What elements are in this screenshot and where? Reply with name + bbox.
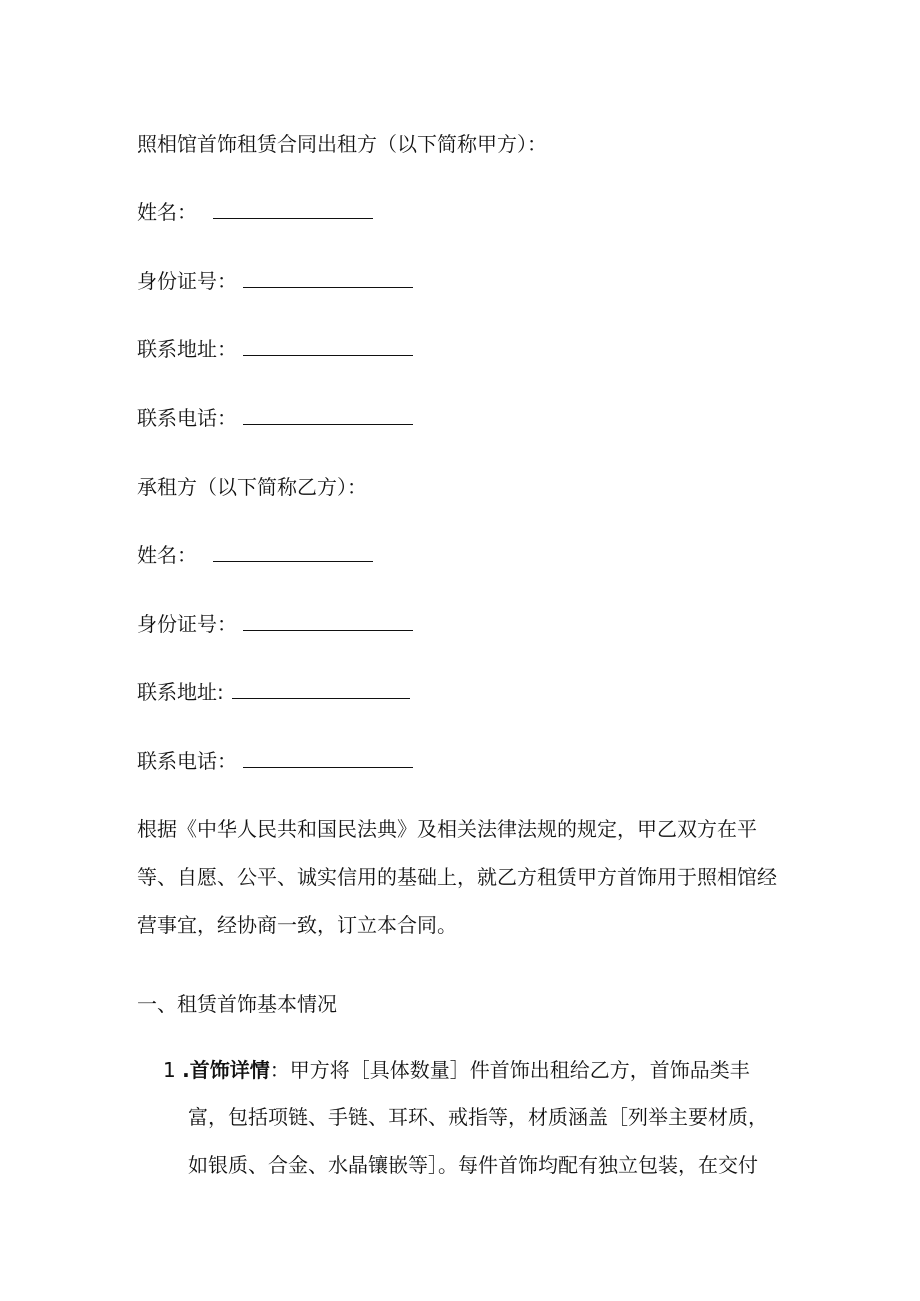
lessee-name-row: [137, 541, 373, 569]
lessor-id-label: 身份证号：: [137, 269, 237, 293]
section1-title: 一、租赁首饰基本情况: [137, 992, 337, 1016]
item1-number: 1: [163, 1058, 176, 1082]
lessee-name-label: 姓名：: [137, 543, 197, 567]
item1-line-1: 甲方将［具体数量］件首饰出租给乙方，首饰品类丰: [289, 1058, 750, 1082]
item1-colon: ：: [269, 1058, 290, 1082]
preamble-line-1: 根据《中华人民共和国民法典》及相关法律法规的规定，甲乙双方在平: [137, 817, 757, 841]
lessor-address-label: 联系地址：: [137, 337, 237, 361]
lessee-heading: 承租方（以下简称乙方）：: [137, 475, 367, 499]
lessor-address-row: [137, 335, 413, 363]
lessor-heading: 照相馆首饰租赁合同出租方（以下简称甲方）：: [137, 132, 547, 156]
lessor-phone-label: 联系电话：: [137, 406, 237, 430]
lessee-phone-row: [137, 747, 413, 775]
lessee-name-blank[interactable]: [213, 541, 373, 562]
item1-line-3: 如银质、合金、水晶镶嵌等］。每件首饰均配有独立包装，在交付: [188, 1153, 758, 1177]
lessor-address-blank[interactable]: [243, 335, 413, 356]
lessor-name-label: 姓名：: [137, 200, 197, 224]
lessee-phone-label: 联系电话：: [137, 749, 237, 773]
lessee-phone-blank[interactable]: [243, 747, 413, 768]
lessee-id-label: 身份证号：: [137, 612, 237, 636]
lessor-name-blank[interactable]: [213, 198, 373, 219]
preamble-line-2: 等、自愿、公平、诚实信用的基础上，就乙方租赁甲方首饰用于照相馆经: [137, 865, 777, 889]
lessee-id-row: [137, 610, 413, 638]
lessee-address-blank[interactable]: [232, 678, 410, 699]
lessor-phone-blank[interactable]: [243, 404, 413, 425]
item1-line-2: 富，包括项链、手链、耳环、戒指等，材质涵盖［列举主要材质，: [188, 1105, 768, 1129]
item1-first-line: [163, 1056, 750, 1084]
lessee-address-row: [137, 678, 410, 706]
lessor-phone-row: [137, 404, 413, 432]
lessee-id-blank[interactable]: [243, 610, 413, 631]
lessor-id-blank[interactable]: [243, 267, 413, 288]
preamble-line-3: 营事宜，经协商一致，订立本合同。: [137, 913, 457, 937]
lessor-name-row: [137, 198, 373, 226]
lessee-address-label: 联系地址:: [137, 680, 224, 704]
lessor-id-row: [137, 267, 413, 295]
item1-title: .首饰详情: [182, 1058, 270, 1082]
